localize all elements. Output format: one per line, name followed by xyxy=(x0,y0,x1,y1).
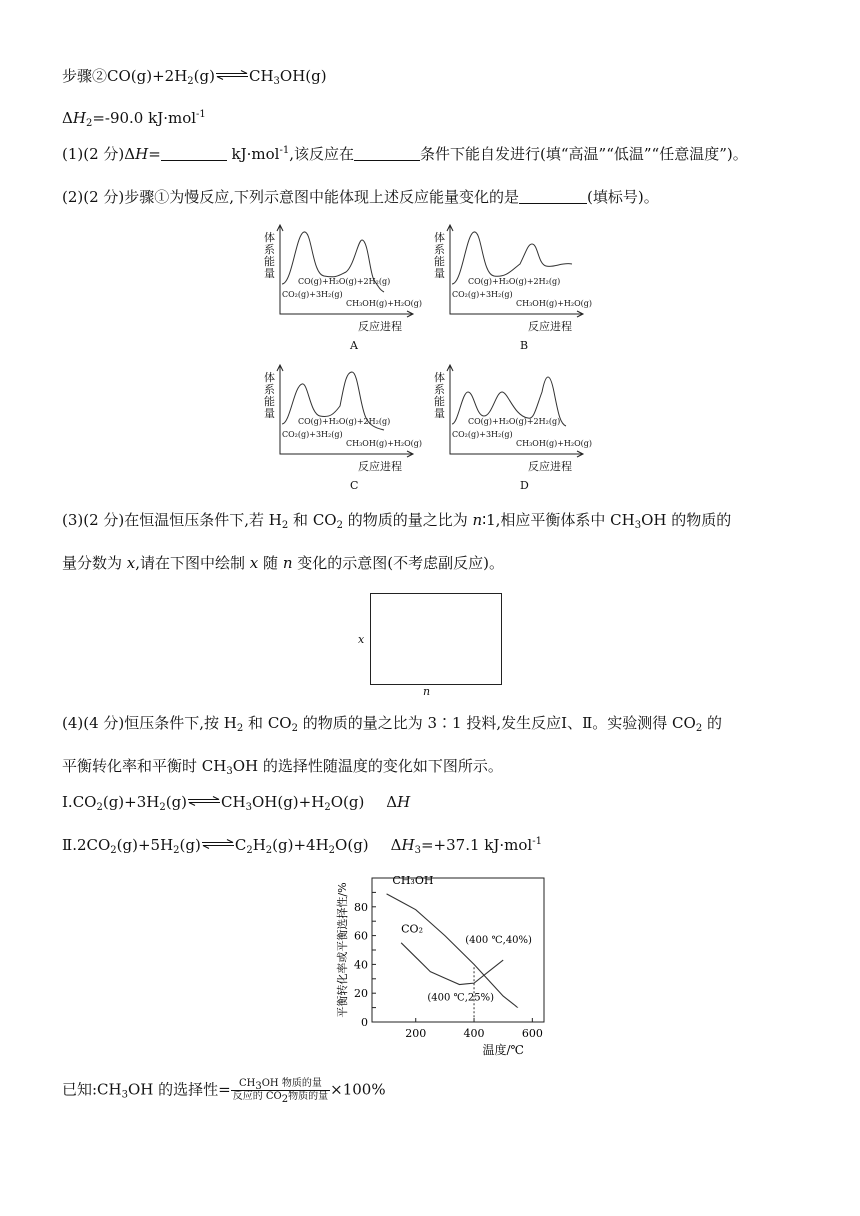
y-tick-label: 0 xyxy=(361,1016,368,1029)
equilibrium-arrow-icon xyxy=(215,70,249,80)
diagram-caption: A xyxy=(350,339,358,352)
diagram-caption: C xyxy=(350,479,359,492)
dh2-value: $\Delta H_2=-90.0$ kJ·mol$^{-1}$ xyxy=(62,109,206,129)
step2-equation: 步骤$②CO(g)+2H_2(g)$ $CH_3OH(g)$ xyxy=(62,67,327,87)
diagram-ylabel: 体系能量 xyxy=(264,371,275,420)
reaction-1: $Ⅰ.CO_2(g)+3H_2(g)$ $CH_3OH(g)+H_2O(g)$ ΔH xyxy=(62,793,411,813)
diagram-ylabel: 体系能量 xyxy=(434,231,445,280)
diagram-caption: D xyxy=(520,479,529,492)
diagram-xlabel: 反应进程 xyxy=(358,320,402,333)
diagram-left-label: CO₂(g)+3H₂(g) xyxy=(452,430,513,439)
series-line-0 xyxy=(387,894,518,1008)
diagram-xlabel: 反应进程 xyxy=(528,320,572,333)
energy-diagram-c xyxy=(262,362,422,492)
chart-svg xyxy=(330,870,550,1060)
diagram-ylabel: 体系能量 xyxy=(264,231,275,280)
point-annotation: (400 ℃,40%) xyxy=(465,934,532,946)
diagram-left-label: CO₂(g)+3H₂(g) xyxy=(452,290,513,299)
diagram-mid-label: CO(g)+H₂O(g)+2H₂(g) xyxy=(298,417,391,426)
diagram-right-label: CH₃OH(g)+H₂O(g) xyxy=(516,299,593,308)
question-2: (2)(2 分)步骤①为慢反应,下列示意图中能体现上述反应能量变化的是 (填标号)。 xyxy=(62,188,659,206)
diagram-mid-label: CO(g)+H₂O(g)+2H₂(g) xyxy=(468,417,561,426)
question-4-line-1: (4)(4 分)恒压条件下,按 $H_2$ 和 $CO_2$ 的物质的量之比为 3∶1 投料,发生反应Ⅰ、Ⅱ。实验测得 $CO_2$ 的 xyxy=(62,714,722,734)
y-tick-label: 40 xyxy=(354,958,368,972)
equilibrium-arrow-icon xyxy=(187,796,221,806)
energy-diagram-d xyxy=(432,362,592,492)
diagram-xlabel: 反应进程 xyxy=(528,460,572,473)
y-tick-label: 20 xyxy=(354,987,368,1001)
y-axis-label: 平衡转化率或平衡选择性/% xyxy=(336,882,349,1018)
conversion-selectivity-chart xyxy=(330,870,550,1060)
diagram-left-label: CO₂(g)+3H₂(g) xyxy=(282,290,343,299)
energy-diagram-b xyxy=(432,222,592,352)
question-4-line-2: 平衡转化率和平衡时 $CH_3OH$ 的选择性随温度的变化如下图所示。 xyxy=(62,757,503,777)
blank-chart-ylabel: x xyxy=(358,633,365,646)
drawing-area[interactable] xyxy=(370,593,502,685)
point-annotation: (400 ℃,25%) xyxy=(427,992,495,1004)
x-tick-label: 400 xyxy=(463,1027,485,1040)
question-1: (1)(2 分)ΔH= kJ·mol$^{-1}$,该反应在 条件下能自发进行(填“高温”“低温”“任意温度”)。 xyxy=(62,145,748,163)
reaction-2: $Ⅱ.2CO_2(g)+5H_2(g)$ $C_2H_2(g)+4H_2O(g)$ $\Delta H_3=+37.1$ kJ·mol$^{-1}$ xyxy=(62,836,542,856)
diagram-left-label: CO₂(g)+3H₂(g) xyxy=(282,430,343,439)
series-label: CH₃OH xyxy=(392,873,434,887)
diagram-mid-label: CO(g)+H₂O(g)+2H₂(g) xyxy=(468,277,561,286)
series-line-1 xyxy=(401,943,503,985)
equilibrium-arrow-icon xyxy=(201,839,235,849)
diagram-caption: B xyxy=(520,339,529,352)
blank-chart-xlabel: n xyxy=(423,685,431,698)
x-tick-label: 200 xyxy=(405,1027,427,1040)
question-3-line-2: 量分数为 x,请在下图中绘制 x 随 n 变化的示意图(不考虑副反应)。 xyxy=(62,554,504,572)
series-label: CO₂ xyxy=(401,922,424,936)
question-3-line-1: (3)(2 分)在恒温恒压条件下,若 $H_2$ 和 $CO_2$ 的物质的量之比为 n∶1,相应平衡体系中 $CH_3OH$ 的物质的 xyxy=(62,511,732,531)
diagram-right-label: CH₃OH(g)+H₂O(g) xyxy=(346,299,423,308)
diagram-right-label: CH₃OH(g)+H₂O(g) xyxy=(516,439,593,448)
selectivity-definition: 已知$:CH_3OH$ 的选择性= $\frac{CH_3OH 物质的量}{反应的 CO_2物质的量}$ ×100% xyxy=(62,1078,386,1105)
diagram-ylabel: 体系能量 xyxy=(434,371,445,420)
answer-blank[interactable] xyxy=(354,146,420,161)
y-tick-label: 60 xyxy=(354,929,368,943)
blank-answer-chart xyxy=(356,590,506,700)
x-axis-label: 温度/℃ xyxy=(482,1043,524,1057)
answer-blank[interactable] xyxy=(161,146,227,161)
x-tick-label: 600 xyxy=(521,1027,543,1040)
energy-diagram-a xyxy=(262,222,422,352)
answer-blank[interactable] xyxy=(519,189,587,204)
selectivity-fraction: $\frac{CH_3OH 物质的量}{反应的 CO_2物质的量}$ xyxy=(232,1078,329,1105)
y-tick-label: 80 xyxy=(354,900,368,914)
diagram-xlabel: 反应进程 xyxy=(358,460,402,473)
diagram-mid-label: CO(g)+H₂O(g)+2H₂(g) xyxy=(298,277,391,286)
diagram-right-label: CH₃OH(g)+H₂O(g) xyxy=(346,439,423,448)
